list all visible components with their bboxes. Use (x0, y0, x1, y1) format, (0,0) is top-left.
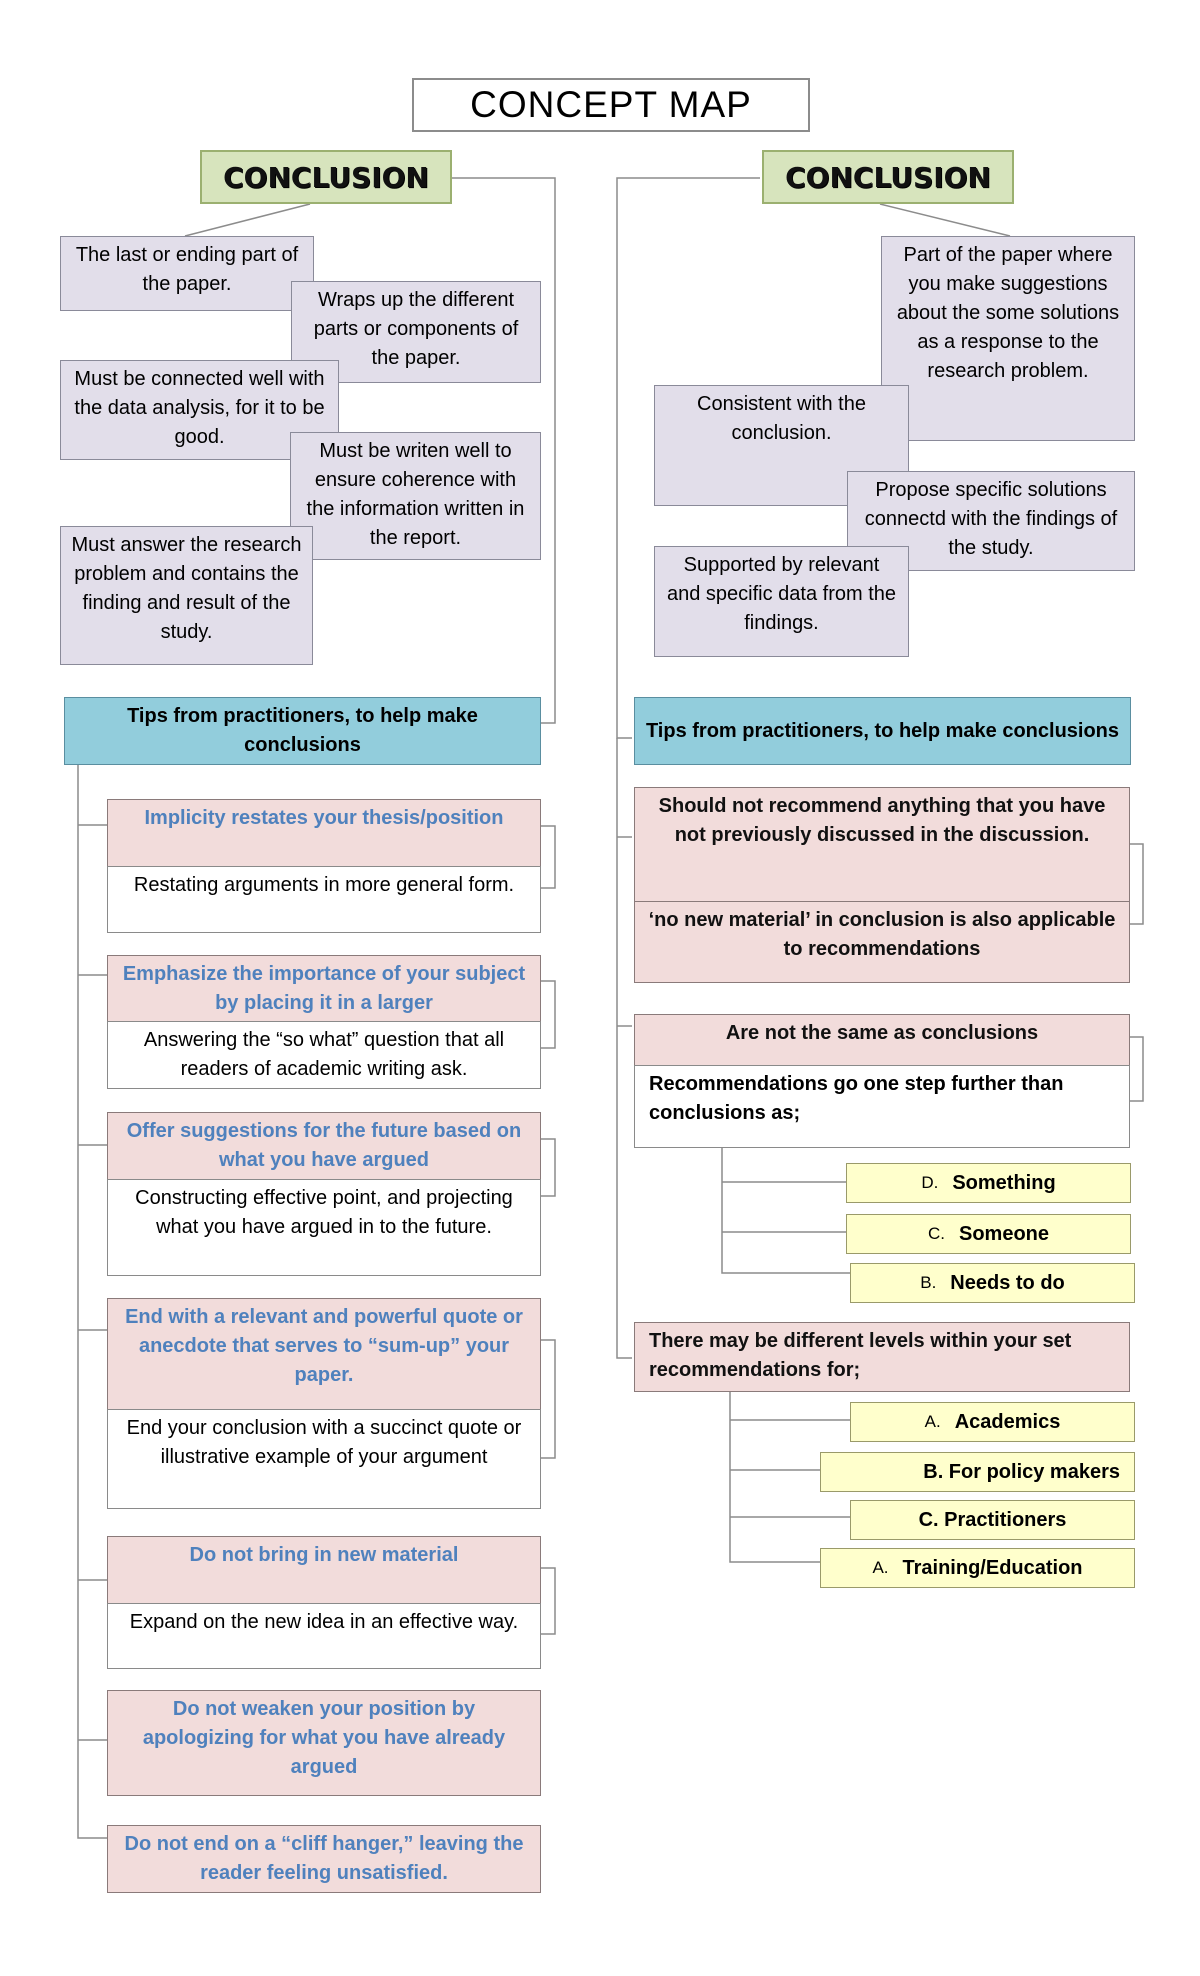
left-definition-3: Must be connected well with the data analysis, for it to be good. (60, 360, 339, 460)
right-tip-3-title: There may be different levels within your set recommendations for; (634, 1322, 1130, 1392)
left-tip-1-title: Implicity restates your thesis/position (107, 799, 541, 867)
left-tip-2-title: Emphasize the importance of your subject by placing it in a larger (107, 955, 541, 1022)
level-item-policy-makers (820, 1452, 1135, 1492)
recommendation-item-something (846, 1163, 1131, 1203)
left-conclusion-header: CONCLUSION (200, 150, 452, 204)
item-text: C. Practitioners (918, 1508, 1067, 1531)
item-letter: C. (927, 1224, 945, 1243)
recommendation-item-needs-to-do (850, 1263, 1135, 1303)
left-tip-5-title: Do not bring in new material (107, 1536, 541, 1604)
left-tip-3-detail: Constructing effective point, and projecting what you have argued in to the future. (107, 1179, 541, 1276)
right-tip-1-title: Should not recommend anything that you have not previously discussed in the discussion. (634, 787, 1130, 902)
left-tip-4-title: End with a relevant and powerful quote or anecdote that serves to “sum-up” your paper. (107, 1298, 541, 1410)
item-text: Training/Education (902, 1556, 1083, 1579)
level-item-practitioners (850, 1500, 1135, 1540)
right-tips-header: Tips from practitioners, to help make conclusions (634, 697, 1131, 765)
left-tip-3-title: Offer suggestions for the future based on what you have argued (107, 1112, 541, 1180)
right-definition-3: Propose specific solutions connectd with the findings of the study. (847, 471, 1135, 571)
item-letter: B. (920, 1273, 937, 1292)
item-text: B. For policy makers (923, 1460, 1120, 1483)
left-definition-5: Must answer the research problem and contains the finding and result of the study. (60, 526, 313, 665)
item-letter: A. (924, 1412, 941, 1431)
item-text: Academics (954, 1410, 1061, 1433)
right-tip-1-detail: ‘no new material’ in conclusion is also applicable to recommendations (634, 901, 1130, 983)
left-definition-4: Must be writen well to ensure coherence with the information written in the report. (290, 432, 541, 560)
right-definition-1: Part of the paper where you make suggestions about the some solutions as a response to the research problem. (881, 236, 1135, 441)
left-tips-header: Tips from practitioners, to help make conclusions (64, 697, 541, 765)
right-conclusion-header: CONCLUSION (762, 150, 1014, 204)
left-tip-1-detail: Restating arguments in more general form. (107, 866, 541, 933)
item-letter: A. (872, 1558, 889, 1577)
item-text: Something (952, 1171, 1056, 1194)
item-text: Needs to do (950, 1271, 1065, 1294)
left-tip-7-title: Do not end on a “cliff hanger,” leaving the reader feeling unsatisfied. (107, 1825, 541, 1893)
right-tip-2-title: Are not the same as conclusions (634, 1014, 1130, 1066)
right-definition-4: Supported by relevant and specific data from the findings. (654, 546, 909, 657)
right-tip-2-detail: Recommendations go one step further than conclusions as; (634, 1065, 1130, 1148)
item-letter: D. (921, 1173, 939, 1192)
level-item-training-education (820, 1548, 1135, 1588)
right-definition-2: Consistent with the conclusion. (654, 385, 909, 506)
left-tip-4-detail: End your conclusion with a succinct quote or illustrative example of your argument (107, 1409, 541, 1509)
page-title: CONCEPT MAP (412, 78, 810, 132)
level-item-academics (850, 1402, 1135, 1442)
left-tip-2-detail: Answering the “so what” question that all readers of academic writing ask. (107, 1021, 541, 1089)
left-definition-1: The last or ending part of the paper. (60, 236, 314, 311)
left-tip-5-detail: Expand on the new idea in an effective way. (107, 1603, 541, 1669)
left-definition-2: Wraps up the different parts or components of the paper. (291, 281, 541, 383)
left-tip-6-title: Do not weaken your position by apologizing for what you have already argued (107, 1690, 541, 1796)
recommendation-item-someone (846, 1214, 1131, 1254)
item-text: Someone (958, 1222, 1050, 1245)
